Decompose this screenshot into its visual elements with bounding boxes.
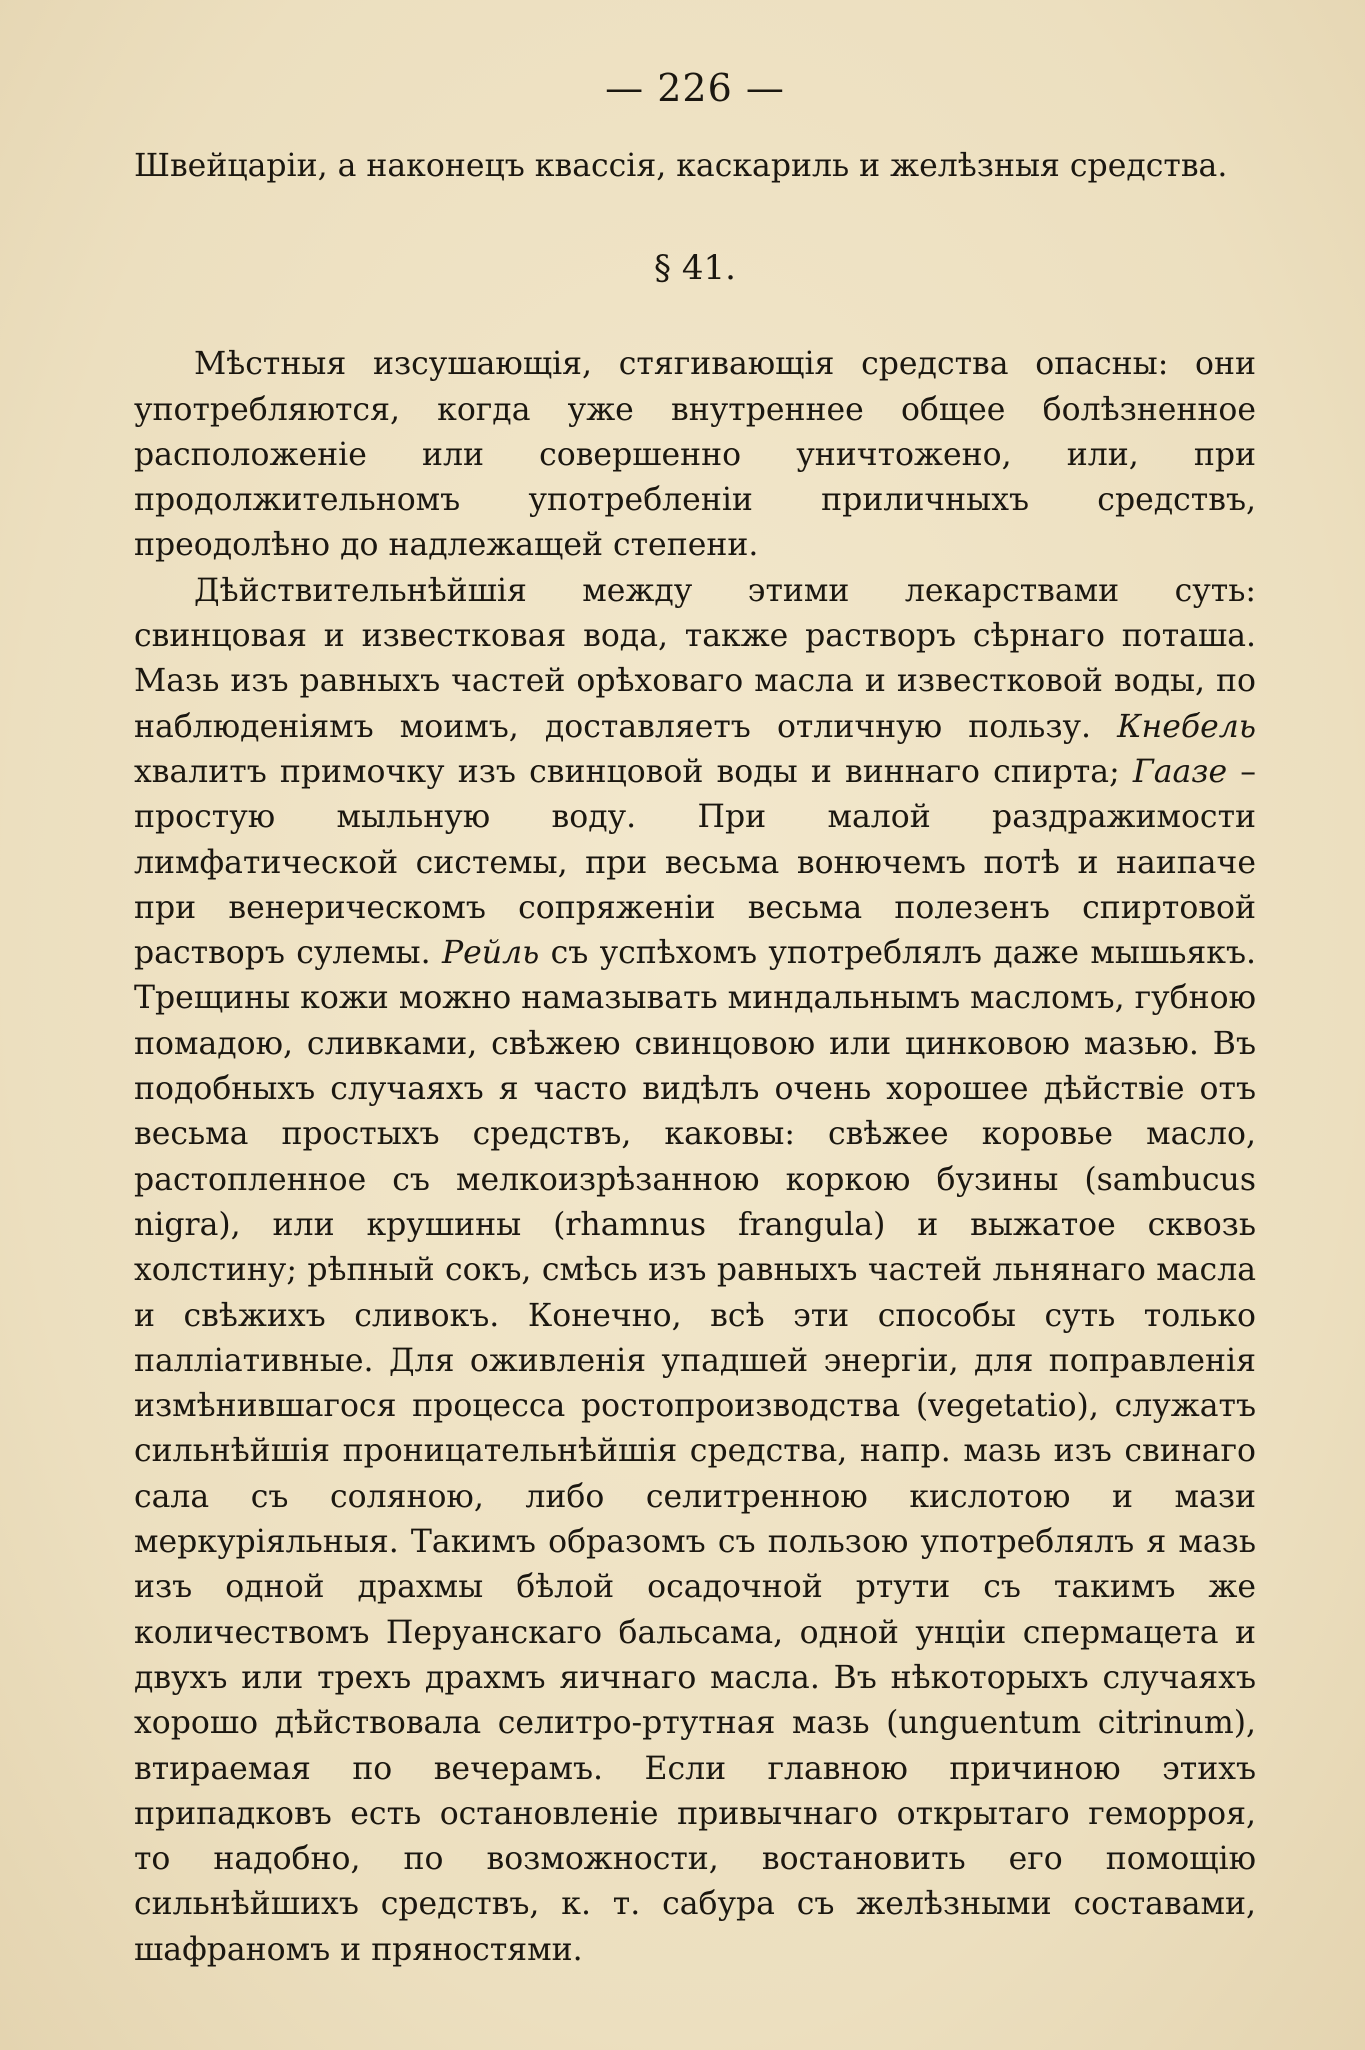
page-content [134, 62, 1256, 1973]
paragraph-2 [134, 569, 1256, 1973]
name-knebel: Кнебель [1117, 708, 1256, 745]
paragraph-2-part-4: съ успѣхомъ употреблялъ даже мышьякъ. Трещины кожи можно намазывать миндальнымъ масломъ, губною помадою, сливками, свѣжею свинцовою или цинковою мазью. Въ подобныхъ случаяхъ я часто видѣлъ очень хорошее дѣйствіе отъ весьма простыхъ средствъ, каковы: свѣжее коровье масло, растопленное съ мелкоизрѣзанною коркою бузины (sambucus nigra), или крушины (rhamnus frangula) и выжатое сквозь холстину; рѣпный сокъ, смѣсь изъ равныхъ частей льнянаго масла и свѣжихъ сливокъ. Конечно, всѣ эти способы суть только палліативные. Для оживленія упадшей энергіи, для поправленія измѣнившагося процесса ростопроизводства (vegetatio), служатъ сильнѣйшія проницательнѣйшія средства, напр. мазь изъ свинаго сала съ соляною, либо селитренною кислотою и мази меркуріяльныя. Такимъ образомъ съ пользою употреблялъ я мазь изъ одной драхмы бѣлой осадочной ртути съ такимъ же количествомъ Перуанскаго бальсама, одной унціи спермацета и двухъ или трехъ драхмъ яичнаго масла. Въ нѣкоторыхъ случаяхъ хорошо дѣйствовала селитро-ртутная мазь (unguentum citrinum), втираемая по вечерамъ. Если главною причиною этихъ припадковъ есть остановленіе привычнаго открытаго геморроя, то надобно, по возможности, востановить его помощію сильнѣйшихъ средствъ, к. т. сабура съ желѣзными составами, шафраномъ и пряностями. [134, 935, 1256, 1968]
name-reil: Рейль [441, 935, 540, 972]
paragraph-1: Мѣстныя изсушающія, стягивающія средства опасны: они употребляются, когда уже внутреннее общее болѣзненное расположеніе или совершенно уничтожено, или, при продолжительномъ употребленіи приличныхъ средствъ, преодолѣно до надлежащей степени. [134, 346, 1256, 564]
section-heading: § 41. [654, 248, 736, 289]
page-number: — 226 — [605, 66, 785, 110]
intro-text: Швейцаріи, а наконецъ квассія, каскариль и желѣзныя средства. [134, 148, 1228, 184]
paragraph-2-part-3: – простую мыльную воду. При малой раздражимости лимфатической системы, при весьма вонючемъ потѣ и наипаче при венерическомъ сопряженіи весьма полезенъ спиртовой растворъ сулемы. [134, 753, 1257, 972]
paragraph-2-part-1: Дѣйствительнѣйшія между этими лекарствами суть: свинцовая и известковая вода, также растворъ сѣрнаго поташа. Мазь изъ равныхъ частей орѣховаго масла и известковой воды, по наблюденіямъ моимъ, доставляетъ отличную пользу. [134, 572, 1256, 745]
paragraph-2-part-2: хвалитъ примочку изъ свинцовой воды и виннаго спирта; [134, 753, 1133, 790]
name-haase: Гаазе [1132, 753, 1228, 790]
